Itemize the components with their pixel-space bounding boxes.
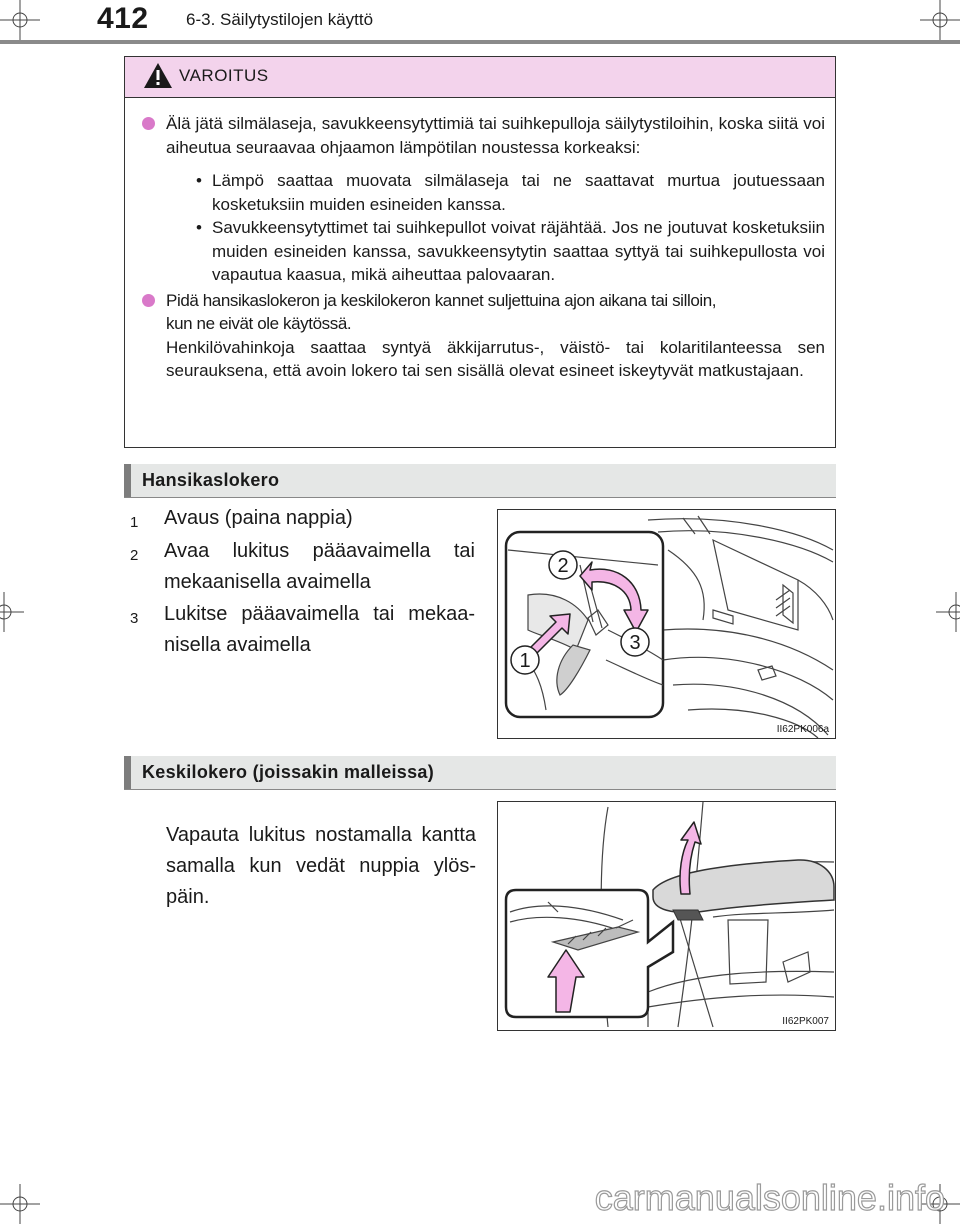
callout-label: 2 [557, 555, 569, 577]
crop-mark-top-left [0, 0, 40, 40]
section-heading-text: Keskilokero (joissakin malleissa) [142, 762, 435, 782]
bullet-dot-icon [142, 117, 155, 130]
step-text: Avaa lukitus pääavaimella tai mekaanisella avaimella [164, 540, 475, 593]
warning-paragraph-2 [142, 289, 825, 383]
warning-para-1-text: Älä jätä silmälaseja, savukkeensytyttimiä tai suihkepulloja säilytystiloihin, koska siitä voi aiheutua seuraavaa ohjaamon lämpötilan noustessa korkeaksi: [166, 114, 825, 157]
list-item-text: Lämpö saattaa muovata silmälaseja tai ne saattavat murtua joutuessaan kosketuksiin muiden esineiden kanssa. [212, 171, 825, 214]
figure-code: II62PK006a [776, 724, 829, 735]
step-3 [130, 599, 475, 661]
list-item [190, 169, 825, 216]
figure-code: II62PK007 [782, 1016, 829, 1027]
callout-label: 1 [519, 650, 531, 672]
section-title: 6-3. Säilytystilojen käyttö [186, 10, 374, 29]
step-number: 3 [130, 610, 139, 627]
section-heading-console [124, 756, 836, 790]
bullet-char: • [196, 171, 202, 190]
warning-para-2-line-2: kun ne eivät ole käytössä. [166, 314, 352, 333]
section-bar [124, 464, 131, 497]
step-number: 1 [130, 514, 139, 531]
page-number: 412 [97, 2, 149, 35]
warning-para-2-line-3: Henkilövahinkoja saattaa syntyä äkkijarrutus-, väistö- tai kolaritilanteessa sen seurauksena, että avoin lokero tai sen sisällä olevat esineet iskeytyvät matkustajaan. [166, 337, 825, 380]
crop-mark-top-right [920, 0, 960, 40]
list-item-text: Savukkeensytyttimet tai suihkepullot voivat räjähtää. Jos ne joutuvat kosketuksiin muiden esineiden kanssa, savukkeensytytin saattaa syttyä tai suihkepullosta voi vapautua kaasua, mikä aiheuttaa palovaaran. [212, 218, 825, 284]
warning-body [125, 98, 835, 383]
crop-mark-left [0, 592, 24, 632]
warning-title: VAROITUS [179, 66, 269, 85]
step-text: Avaus (paina nappia) [164, 507, 353, 529]
warning-paragraph-1 [142, 112, 825, 287]
section-bar [124, 756, 131, 789]
callout-3 [621, 628, 649, 656]
section-heading-text: Hansikaslokero [142, 470, 280, 490]
section-heading-glovebox [124, 464, 836, 498]
bullet-dot-icon [142, 294, 155, 307]
glovebox-illustration [498, 510, 836, 739]
watermark-text: carmanualsonline.info [594, 1177, 945, 1218]
warning-triangle-icon [143, 62, 173, 94]
crop-mark-bottom-left [0, 1184, 40, 1224]
crop-mark-right [936, 592, 960, 632]
console-instruction-text: Vapauta lukitus nostamalla kantta samalla kun vedät nuppia ylöspäin. [166, 824, 476, 908]
warning-box [124, 56, 836, 448]
warning-header [125, 57, 835, 98]
callout-2 [549, 551, 577, 579]
warning-bullet-list [190, 169, 825, 287]
step-2 [130, 536, 475, 598]
list-item [190, 216, 825, 287]
step-1 [130, 503, 475, 534]
console-figure [497, 801, 836, 1031]
bullet-char: • [196, 218, 202, 237]
callout-1 [511, 646, 539, 674]
watermark [570, 1168, 950, 1220]
callout-label: 3 [629, 632, 641, 654]
warning-para-2-line-1: Pidä hansikaslokeron ja keskilokeron kannet suljettuina ajon aikana tai silloin, [166, 290, 717, 310]
step-number: 2 [130, 547, 139, 564]
header-rule [0, 40, 960, 44]
step-text: Lukitse pääavaimella tai mekaanisella avaimella [164, 603, 475, 656]
glovebox-figure [497, 509, 836, 739]
console-illustration [498, 802, 836, 1031]
